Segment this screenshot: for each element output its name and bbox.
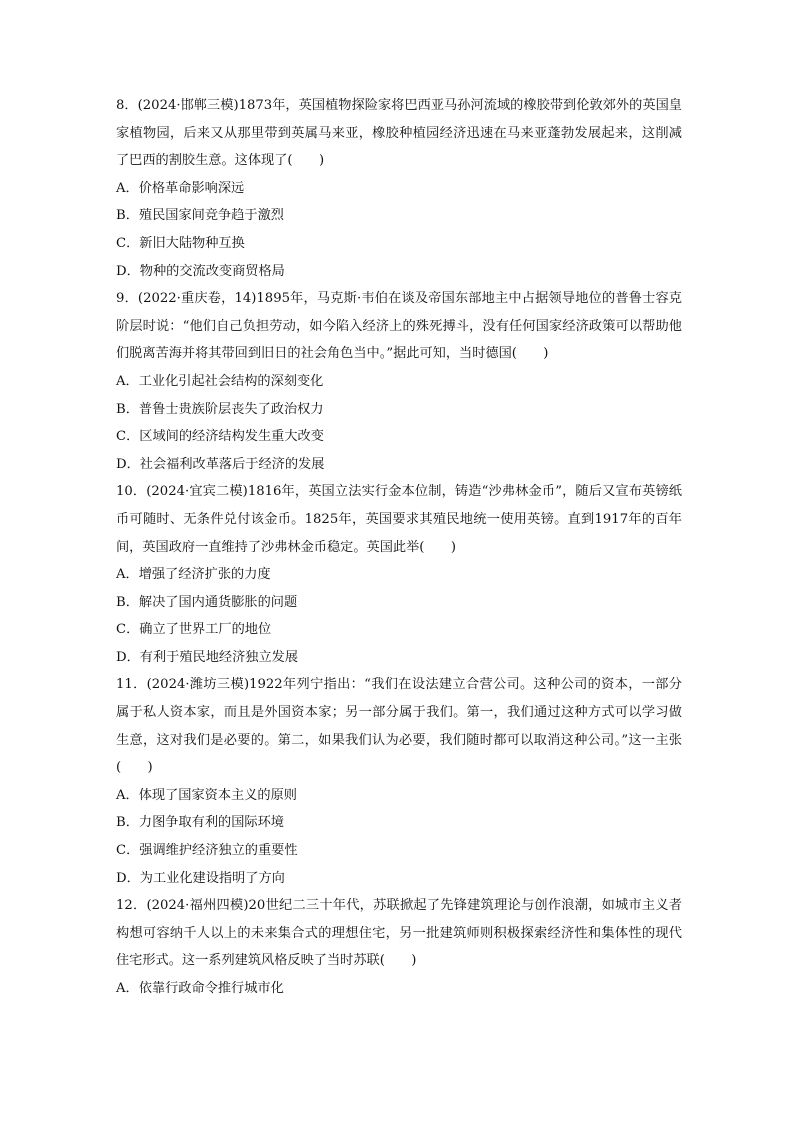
option-c [116, 230, 682, 258]
option-letter: D． [116, 649, 140, 665]
option-text: 确立了世界工厂的地位 [139, 622, 272, 638]
question-9 [116, 285, 682, 478]
option-text: 物种的交流改变商贸格局 [139, 263, 285, 279]
option-a [116, 782, 682, 810]
question-stem: 11．(2024·潍坊三模)1922年列宁指出：“我们在设法建立合营公司。这种公司的资本，一部分属于私人资本家，而且是外国资本家；另一部分属于我们。第一，我们通过这种方式可以学习做生意，这对我们是必要的。第二，如果我们认为必要，我们随时都可以取消这种公司。”这一主张( ) [116, 677, 682, 776]
option-text: 工业化引起社会结构的深刻变化 [138, 373, 324, 389]
option-b [116, 589, 682, 617]
option-text: 区域间的经济结构发生重大改变 [139, 429, 324, 445]
option-letter: D． [116, 870, 140, 886]
option-d [116, 451, 682, 479]
option-letter: A． [116, 373, 139, 389]
option-letter: D． [116, 456, 140, 472]
question-11 [116, 671, 682, 892]
option-text: 殖民国家间竞争趋于激烈 [138, 208, 284, 224]
option-text: 强调维护经济独立的重要性 [139, 843, 298, 859]
question-10 [116, 478, 682, 671]
option-text: 力图争取有利的国际环境 [138, 815, 284, 831]
option-letter: B． [116, 594, 139, 610]
option-text: 社会福利改革落后于经济的发展 [139, 456, 325, 472]
option-letter: B． [116, 208, 139, 224]
option-a [116, 368, 682, 396]
question-12 [116, 892, 682, 1002]
option-c [116, 837, 682, 865]
option-letter: A． [116, 787, 139, 803]
option-b [116, 809, 682, 837]
option-text: 增强了经济扩张的力度 [138, 567, 271, 583]
option-text: 价格革命影响深远 [138, 180, 245, 196]
option-text: 有利于殖民地经济独立发展 [139, 649, 299, 665]
option-text: 新旧大陆物种互换 [139, 235, 245, 251]
option-d [116, 644, 682, 672]
question-stem: 12．(2024·福州四模)20世纪二三十年代，苏联掀起了先锋建筑理论与创作浪潮，如城市主义者构想可容纳千人以上的未来集合式的理想住宅，另一批建筑师则积极探索经济性和集体性的现代住宅形式。这一系列建筑风格反映了当时苏联( ) [116, 898, 682, 969]
option-letter: C． [116, 843, 140, 859]
option-letter: D． [116, 263, 140, 279]
option-letter: A． [116, 567, 139, 583]
question-list [116, 92, 682, 1003]
option-letter: B． [116, 815, 139, 831]
option-a [116, 561, 682, 589]
option-d [116, 258, 682, 286]
option-b [116, 396, 682, 424]
option-letter: C． [116, 235, 140, 251]
question-stem: 10．(2024·宜宾二模)1816年，英国立法实行金本位制，铸造“沙弗林金币”，随后又宣布英镑纸币可随时、无条件兑付该金币。1825年，英国要求其殖民地统一使用英镑。直到1917年的百年间，英国政府一直维持了沙弗林金币稳定。英国此举( ) [116, 484, 682, 555]
option-c [116, 423, 682, 451]
option-letter: B． [116, 401, 139, 417]
option-a [116, 975, 682, 1003]
option-b [116, 202, 682, 230]
question-stem: 9．(2022·重庆卷，14)1895年，马克斯·韦伯在谈及帝国东部地主中占据领导地位的普鲁士容克阶层时说：“他们自己负担劳动，如今陷入经济上的殊死搏斗，没有任何国家经济政策可以帮助他们脱离苦海并将其带回到旧日的社会角色当中。”据此可知，当时德国( ) [116, 291, 682, 362]
option-letter: C． [116, 622, 140, 638]
option-d [116, 865, 682, 893]
option-letter: A． [116, 180, 139, 196]
option-c [116, 616, 682, 644]
option-text: 为工业化建设指明了方向 [139, 870, 285, 886]
option-letter: A． [116, 981, 139, 996]
option-text: 体现了国家资本主义的原则 [138, 787, 297, 803]
option-text: 依靠行政命令推行城市化 [138, 981, 284, 996]
option-text: 解决了国内通货膨胀的问题 [138, 594, 298, 610]
option-a [116, 175, 682, 203]
option-text: 普鲁士贵族阶层丧失了政治权力 [138, 401, 324, 417]
option-letter: C． [116, 429, 140, 445]
question-stem: 8．(2024·邯郸三模)1873年，英国植物探险家将巴西亚马孙河流域的橡胶带到伦敦郊外的英国皇家植物园，后来又从那里带到英属马来亚，橡胶种植园经济迅速在马来亚蓬勃发展起来，这削减了巴西的割胶生意。这体现了( ) [116, 98, 682, 169]
question-8 [116, 92, 682, 285]
